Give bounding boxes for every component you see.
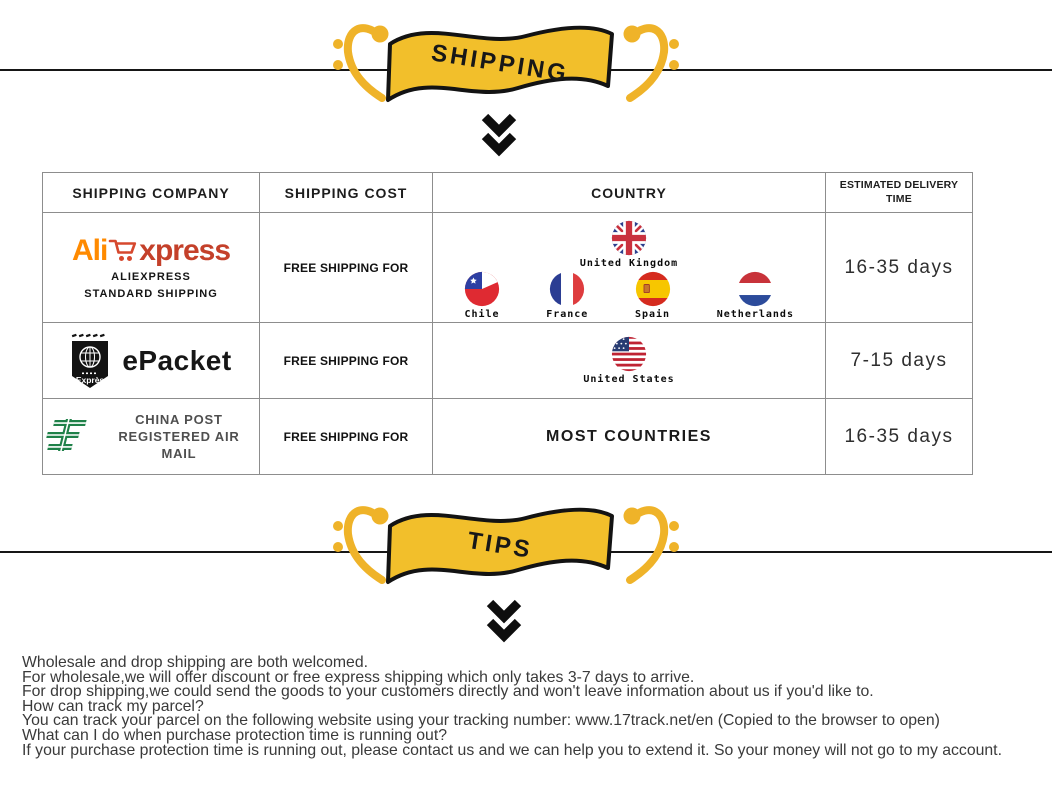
chinapost-line2: REGISTERED AIR MAIL [118,429,240,461]
flag-france-icon [549,271,585,307]
flag-label: France [546,308,589,320]
aliexpress-logo [43,234,259,268]
flag-item-united-kingdom [580,220,678,269]
country-cell-row1 [433,213,826,323]
company-cell-aliexpress [43,213,260,323]
tips-ribbon-banner [330,490,682,612]
tips-line: Wholesale and drop shipping are both welcomed. [22,654,368,671]
flag-united-kingdom-icon [611,220,647,256]
epacket-shield-icon [70,332,110,390]
company-cell-epacket [43,323,260,399]
flag-label: United States [583,374,675,385]
shipping-table [42,172,973,475]
cost-cell: FREE SHIPPING FOR [260,323,433,399]
table-row-epacket [43,323,973,399]
tips-line: You can track your parcel on the following website using your tracking number: www.17track.net/en (Copied to the browser to open) [22,712,940,730]
aliexpress-sub-line2: STANDARD SHIPPING [84,287,218,300]
flag-spain-icon [635,271,671,307]
table-row-aliexpress [43,213,973,323]
flag-item-france [546,271,588,320]
flag-netherlands-icon [737,271,773,307]
delivery-cell: 16-35 days [826,399,973,475]
flag-chile-icon [464,271,500,307]
aliexpress-logo-xpress: xpress [139,233,231,267]
chinapost-line1: CHINA POST [135,412,223,427]
bass-clef-right-icon [624,26,680,99]
tips-line: For drop shipping,we could send the goods to your customers directly and won't leave information about us if you'd like to. [22,683,874,701]
epacket-logo [43,332,259,390]
tips-banner-title: TIPS [465,527,535,564]
flag-united-states-icon [611,336,647,372]
aliexpress-sub-line1: ALIEXPRESS [111,270,191,283]
header-shipping-company: SHIPPING COMPANY [43,173,260,213]
table-header-row [43,173,973,213]
tips-line: For wholesale,we will offer discount or free express shipping which only takes 3-7 days to arrive. [22,668,695,686]
double-chevron-down-icon [481,110,517,158]
flag-item-chile [464,271,500,320]
delivery-cell: 7-15 days [826,323,973,399]
flag-label: United Kingdom [579,257,679,269]
country-cell-row2 [433,323,826,399]
header-shipping-cost: SHIPPING COST [260,173,433,213]
shopping-cart-icon [108,237,138,264]
double-chevron-down-icon [486,596,522,644]
tips-line: If your purchase protection time is running out, please contact us and we can help you to extend it. So your money will not go to my account. [22,741,1002,759]
cost-cell: FREE SHIPPING FOR [260,399,433,475]
country-cell-row3: MOST COUNTRIES [433,399,826,475]
company-cell-chinapost [43,399,260,475]
tips-paragraph [22,656,1046,758]
flag-label: Netherlands [716,308,794,320]
bass-clef-left-icon [333,508,389,581]
epacket-badge-text: Exprès [76,374,105,385]
table-row-chinapost [43,399,973,475]
bass-clef-right-icon [624,508,680,581]
flag-item-spain [635,271,671,320]
chinapost-logo [43,411,259,462]
tips-line: How can track my parcel? [22,697,204,715]
tips-line: What can I do when purchase protection time is running out? [22,726,448,744]
flag-item-netherlands [717,271,794,320]
flag-item-united-states [583,336,674,385]
chinapost-emblem-icon [43,416,87,458]
header-estimated-delivery-time: ESTIMATED DELIVERY TIME [826,173,973,213]
flag-label: Chile [464,308,500,320]
flag-label: Spain [634,308,671,320]
shipping-banner-title: SHIPPING [429,39,571,88]
header-country: COUNTRY [433,173,826,213]
aliexpress-logo-ali: Ali [71,233,108,267]
cost-cell: FREE SHIPPING FOR [260,213,433,323]
delivery-cell: 16-35 days [826,213,973,323]
epacket-brand-name: ePacket [122,344,232,376]
bass-clef-left-icon [333,26,389,99]
